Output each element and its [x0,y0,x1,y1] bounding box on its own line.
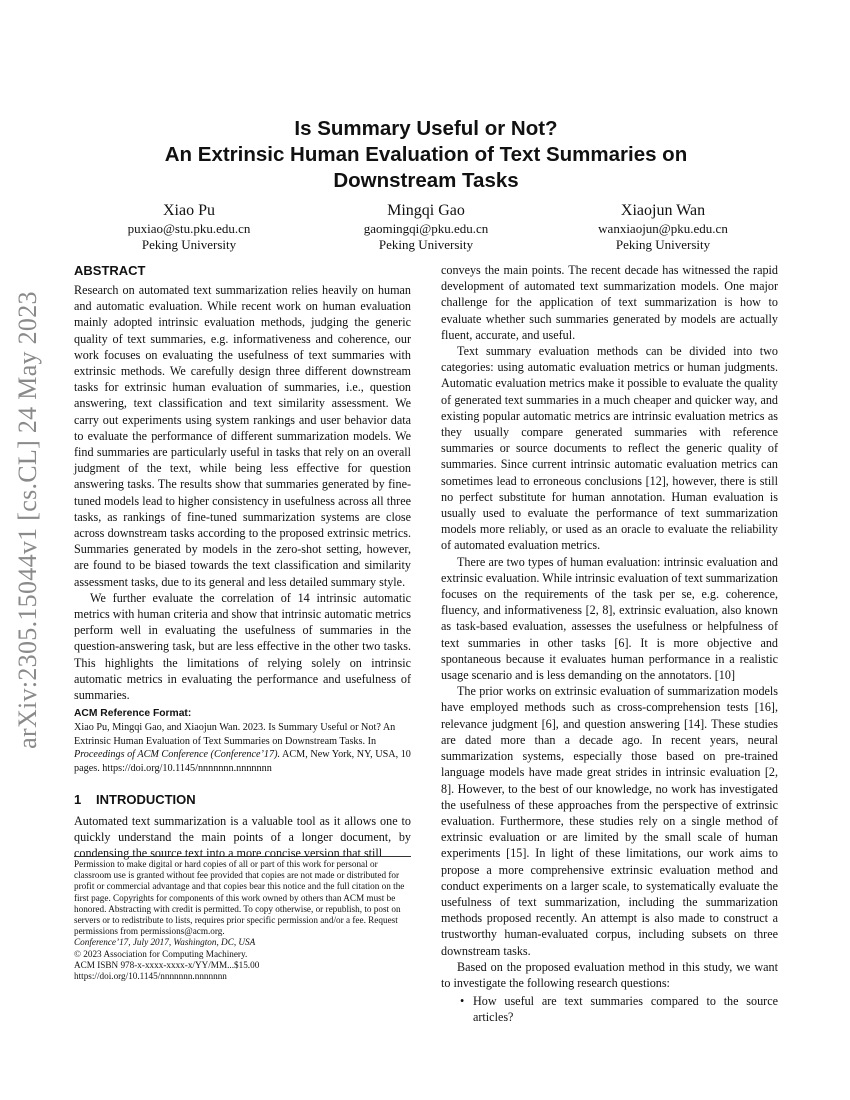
author-2 [311,200,541,253]
permission-notice: Permission to make digital or hard copies of all or part of this work for personal or classroom use is granted without fee provided that copies are not made or distributed for profit or commercial advantage and that copies bear this notice and the full citation on the first page. Copyrights for components of this work owned by others than ACM must be honored. Abstracting with credit is permitted. To copy otherwise, or republish, to post on servers or to redistribute to lists, requires prior specific permission and/or a fee. Request permissions from permissions@acm.org. [74,859,405,937]
intro-paragraph-1-start: Automated text summarization is a valuable tool as it allows one to quickly understand the main points of a longer document, by condensing the source text into a more concise version that still [74,813,411,861]
acm-reference-venue: Proceedings of ACM Conference (Conference’17). [74,749,281,761]
arxiv-stamp [8,280,48,760]
intro-paragraph-4: The prior works on extrinsic evaluation of summarization models have employed methods such as cross-comprehension tests [16], relevance judgment [6], and question answering [14]. These studies are dated more than a decade ago. In recent years, neural summarization systems, especially those based on pre-trained language models have made great strides in intrinsic evaluation [2, 8]. However, to the best of our knowledge, no work has investigated the usefulness of these approaches from the perspective of extrinsic evaluation. Furthermore, these studies rely on a single method of extrinsic evaluation or are limited by the small scale of human experiments [15]. In light of these limitations, our work aims to propose a more comprehensive extrinsic evaluation method and conduct experiments on a larger scale, to systematically evaluate the usefulness of text summarization, including the summarization methods proposed recently. An attempt is also made to construct a trustworthy human-evaluated corpus, including subsets on three downstream tasks. [441,684,778,958]
intro-paragraph-5: Based on the proposed evaluation method in this study, we want to investigate the following research questions: [441,959,778,990]
abstract-paragraph-2: We further evaluate the correlation of 14 intrinsic automatic metrics with human criteria and show that intrinsic automatic metrics perform well in evaluating the usefulness of summaries in the question-answering task, but are less effective in the other two tasks. This highlights the limitations of relying solely on intrinsic automatic metrics in evaluating the performance and usefulness of summaries. [74,590,411,703]
title-line-3: Downstream Tasks [333,169,519,192]
section-title: INTRODUCTION [96,791,196,807]
introduction-heading [74,791,411,809]
copyright-line: © 2023 Association for Computing Machinery. [74,948,248,959]
author-email: puxiao@stu.pku.edu.cn [127,221,251,236]
right-column [441,262,778,1026]
intro-paragraph-3: There are two types of human evaluation: intrinsic evaluation and extrinsic evaluation. While intrinsic evaluation of text summarization focuses on the requirements of the task per se, e.g. coherence, fluency, and informativeness [2, 8], extrinsic evaluation, also known as task-based evaluation, assesses the usefulness or helpfulness of text summaries in other tasks [6]. It is more objective and spontaneous because it evaluates human performance in a realistic usage scenario and is less demanding on the annotators. [10] [441,554,778,683]
research-question: How useful are text summaries compared to the source articles? [473,994,778,1025]
list-item [460,993,778,1025]
acm-reference-heading: ACM Reference Format: [74,708,192,720]
footnote-divider [74,856,411,857]
acm-reference-details: ACM, New York, NY, USA, 10 pages. https://doi.org/10.1145/nnnnnnn.nnnnnnn [74,749,411,775]
author-1 [74,200,304,253]
abstract-heading: ABSTRACT [74,263,146,278]
paper-title [74,116,778,194]
arxiv-identifier: arXiv:2305.15044v1 [cs.CL] 24 May 2023 [13,291,42,749]
author-affiliation: Peking University [141,237,237,252]
title-line-2: An Extrinsic Human Evaluation of Text Summaries on [164,143,688,166]
conference-line: Conference’17, July 2017, Washington, DC, USA [74,937,256,948]
title-line-1: Is Summary Useful or Not? [294,117,558,140]
intro-paragraph-1-end: conveys the main points. The recent decade has witnessed the rapid development of automated text summarization models. One major challenge for the application of text summarization is how to evaluate whether such summaries generated by models are actually fluent, accurate, and useful. [441,263,778,342]
research-questions-list [441,993,778,1025]
author-name: Xiao Pu [163,202,215,219]
intro-paragraph-2: Text summary evaluation methods can be divided into two categories: using automatic evaluation metrics or human judgments. Automatic evaluation metrics make it possible to evaluate the quality of generated text summaries in a much cheaper and quicker way, and existing popular automatic metrics are intrinsic evaluation metrics as they usually compare generated summaries with reference summaries or source documents to reflect the generic quality of summaries. Since current intrinsic automatic evaluation metrics can sometimes lead to erroneous conclusions [12], however, there is still no perfect substitute for human annotation. Human evaluation is usually used to evaluate the performance of text summarization models more reliably, or used as an oracle to evaluate the reliability of automated evaluation metrics. [441,344,778,553]
author-email: wanxiaojun@pku.edu.cn [598,221,728,236]
copyright-footnote [74,859,411,982]
isbn-line: ACM ISBN 978-x-xxxx-xxxx-x/YY/MM...$15.00 [74,959,260,970]
acm-reference-authors: Xiao Pu, Mingqi Gao, and Xiaojun Wan. 2023. Is Summary Useful or Not? An Extrinsic Human Evaluation of Text Summaries on Downstream Tasks. In [74,721,396,747]
section-number: 1 [74,791,82,807]
doi-line: https://doi.org/10.1145/nnnnnnn.nnnnnnn [74,971,227,982]
author-affiliation: Peking University [615,237,711,252]
author-affiliation: Peking University [378,237,474,252]
author-name: Xiaojun Wan [620,202,706,219]
bullet-icon: • [460,994,465,1009]
author-3 [548,200,778,253]
left-column [74,262,411,861]
author-name: Mingqi Gao [387,202,465,219]
abstract-paragraph-1: Research on automated text summarization relies heavily on human and automatic evaluation. While recent work on human evaluation mainly adopted intrinsic evaluation methods, judging the generic quality of text summaries, e.g. informativeness and coherence, our work focuses on evaluating the usefulness of text summaries with extrinsic methods. We carefully design three different downstream tasks for extrinsic human evaluation of summaries, i.e., question answering, text classification and text similarity assessment. We carry out experiments using system rankings and user behavior data to evaluate the performance of different summarization models. We find summaries are particularly useful in tasks that rely on an overall judgment of the text, while being less effective for question answering tasks. The results show that summaries generated by fine-tuned models lead to higher consistency in usefulness across all three tasks, as rankings of fine-tuned summarization systems are close across downstream tasks according to the proposed extrinsic metrics. Summaries generated by models in the zero-shot setting, however, are found to be biased towards the text classification and similarity assessment tasks, due to its general and less detailed summary style. [74,283,411,589]
author-email: gaomingqi@pku.edu.cn [363,221,489,236]
acm-reference-text [74,721,411,776]
author-block [74,200,778,260]
acm-reference [74,707,411,776]
